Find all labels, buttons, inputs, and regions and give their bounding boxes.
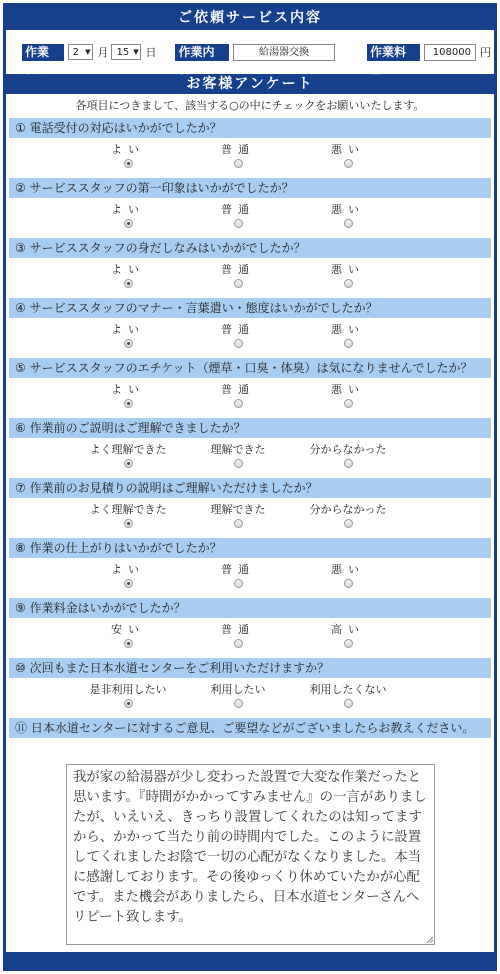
option[interactable]	[293, 562, 403, 591]
question-list	[6, 118, 494, 718]
option-label: 悪い	[331, 323, 365, 336]
option[interactable]	[293, 202, 403, 231]
radio-button[interactable]	[344, 459, 353, 468]
option-label: 安い	[111, 623, 145, 636]
option-label: 普通	[221, 143, 255, 156]
option-label: よい	[111, 563, 145, 576]
month-value: 2	[72, 46, 80, 58]
option[interactable]	[73, 622, 183, 651]
option-group	[6, 258, 494, 298]
option-label: 悪い	[331, 563, 365, 576]
work-fee-label: 作業料金	[367, 44, 421, 61]
option[interactable]	[183, 262, 293, 291]
option-label: よい	[111, 263, 145, 276]
option-group	[6, 678, 494, 718]
work-content-label: 作業内容	[175, 44, 229, 61]
option-label: よい	[111, 383, 145, 396]
option-label: 普通	[221, 323, 255, 336]
option[interactable]	[293, 442, 403, 471]
radio-button[interactable]	[234, 339, 243, 348]
radio-button[interactable]	[234, 519, 243, 528]
radio-button[interactable]	[234, 459, 243, 468]
chevron-down-icon: ▼	[85, 48, 91, 56]
question-8: ⑧ 作業の仕上がりはいかがでしたか？	[9, 538, 491, 558]
radio-button[interactable]	[344, 159, 353, 168]
option[interactable]	[73, 142, 183, 171]
option-label: 普通	[221, 563, 255, 576]
option-label: 理解できた	[210, 503, 266, 516]
question-11: ⑪ 日本水道センターに対するご意見、ご要望などがございましたらお教えください。	[9, 718, 491, 738]
question-3: ③ サービススタッフの身だしなみはいかがでしたか？	[9, 238, 491, 258]
footer-bar	[6, 952, 494, 968]
radio-button[interactable]	[124, 219, 133, 228]
option-label: よい	[111, 203, 145, 216]
option-label: よく理解できた	[89, 503, 167, 516]
option[interactable]	[73, 442, 183, 471]
option-label: 利用したくない	[309, 683, 387, 696]
option-label: 分からなかった	[309, 503, 387, 516]
option[interactable]	[73, 682, 183, 711]
option[interactable]	[293, 322, 403, 351]
option-group	[6, 558, 494, 598]
option-group	[6, 318, 494, 358]
radio-button[interactable]	[344, 279, 353, 288]
option[interactable]	[183, 142, 293, 171]
resize-grip-icon[interactable]	[425, 935, 433, 943]
work-fee-unit: 円	[479, 46, 491, 59]
option-group	[6, 618, 494, 658]
work-date-label: 作業日	[22, 44, 64, 61]
radio-button[interactable]	[234, 399, 243, 408]
radio-button[interactable]	[344, 579, 353, 588]
option[interactable]	[293, 502, 403, 531]
option[interactable]	[73, 322, 183, 351]
option[interactable]	[183, 502, 293, 531]
radio-button[interactable]	[124, 699, 133, 708]
radio-button[interactable]	[124, 399, 133, 408]
question-9: ⑨ 作業料金はいかがでしたか？	[9, 598, 491, 618]
day-unit: 日	[145, 46, 157, 59]
option-group	[6, 378, 494, 418]
radio-button[interactable]	[234, 279, 243, 288]
option[interactable]	[183, 442, 293, 471]
option-label: 悪い	[331, 383, 365, 396]
question-1: ① 電話受付の対応はいかがでしたか？	[9, 118, 491, 138]
option[interactable]	[183, 682, 293, 711]
service-info-row	[6, 30, 494, 74]
option-label: よい	[111, 143, 145, 156]
option-label: よい	[111, 323, 145, 336]
radio-button[interactable]	[124, 579, 133, 588]
radio-button[interactable]	[344, 399, 353, 408]
option[interactable]	[183, 622, 293, 651]
option-label: 普通	[221, 263, 255, 276]
option[interactable]	[183, 322, 293, 351]
option[interactable]	[73, 562, 183, 591]
option-label: 悪い	[331, 263, 365, 276]
option-group	[6, 198, 494, 238]
service-header: ご依頼サービス内容	[6, 6, 494, 30]
option-label: 利用したい	[210, 683, 266, 696]
option-label: よく理解できた	[89, 443, 167, 456]
day-value: 15	[116, 46, 130, 58]
option-group	[6, 438, 494, 478]
radio-button[interactable]	[234, 699, 243, 708]
option[interactable]	[183, 382, 293, 411]
option-label: 理解できた	[210, 443, 266, 456]
chevron-down-icon: ▼	[133, 48, 139, 56]
work-content-field[interactable]: 給湯器交換	[233, 44, 335, 61]
radio-button[interactable]	[234, 219, 243, 228]
radio-button[interactable]	[124, 339, 133, 348]
month-unit: 月	[97, 46, 109, 59]
radio-button[interactable]	[344, 219, 353, 228]
option-label: 普通	[221, 383, 255, 396]
option[interactable]	[183, 202, 293, 231]
question-6: ⑥ 作業前のご説明はご理解できましたか？	[9, 418, 491, 438]
option[interactable]	[73, 202, 183, 231]
day-select[interactable]	[111, 44, 141, 60]
option[interactable]	[293, 682, 403, 711]
radio-button[interactable]	[124, 279, 133, 288]
option-label: 普通	[221, 203, 255, 216]
radio-button[interactable]	[124, 519, 133, 528]
option[interactable]	[73, 502, 183, 531]
option[interactable]	[293, 382, 403, 411]
survey-header: お客様アンケート	[6, 74, 494, 94]
radio-button[interactable]	[234, 159, 243, 168]
radio-button[interactable]	[344, 699, 353, 708]
survey-form	[3, 3, 497, 971]
radio-button[interactable]	[124, 159, 133, 168]
option[interactable]	[73, 382, 183, 411]
radio-button[interactable]	[344, 339, 353, 348]
radio-button[interactable]	[344, 519, 353, 528]
option[interactable]	[293, 622, 403, 651]
option-label: 悪い	[331, 143, 365, 156]
option[interactable]	[183, 562, 293, 591]
question-4: ④ サービススタッフのマナー・言葉遣い・態度はいかがでしたか？	[9, 298, 491, 318]
comment-textarea[interactable]: 我が家の給湯器が少し変わった設置で大変な作業だったと思います。『時間がかかってすみません』の一言がありましたが、いえいえ、きっちり設置してくれたのは知ってますから、かかって当たり前の時間内でした。このように設置してくれましたお陰で一切の心配がなくなりました。本当に感謝しております。その後ゆっくり休めていたかが心配です。また機会がありましたら、日本水道センターさんへリピート致します。	[66, 764, 435, 945]
question-7: ⑦ 作業前のお見積りの説明はご理解いただけましたか？	[9, 478, 491, 498]
question-2: ② サービススタッフの第一印象はいかがでしたか？	[9, 178, 491, 198]
month-select[interactable]	[68, 44, 94, 60]
option-label: 分からなかった	[309, 443, 387, 456]
instruction-text: 各項目につきまして、該当する○の中にチェックをお願いいたします。	[75, 99, 425, 112]
option[interactable]	[73, 262, 183, 291]
question-10: ⑩ 次回もまた日本水道センターをご利用いただけますか？	[9, 658, 491, 678]
radio-button[interactable]	[234, 579, 243, 588]
option-label: 悪い	[331, 203, 365, 216]
radio-button[interactable]	[124, 639, 133, 648]
option-label: 高い	[331, 623, 365, 636]
option-group	[6, 138, 494, 178]
option-group	[6, 498, 494, 538]
radio-button[interactable]	[344, 639, 353, 648]
option-label: 普通	[221, 623, 255, 636]
work-fee-field[interactable]: 108000	[424, 44, 476, 61]
option[interactable]	[293, 262, 403, 291]
radio-button[interactable]	[124, 459, 133, 468]
question-5: ⑤ サービススタッフのエチケット（煙草・口臭・体臭）は気になりませんでしたか？	[9, 358, 491, 378]
option[interactable]	[293, 142, 403, 171]
radio-button[interactable]	[234, 639, 243, 648]
option-label: 是非利用したい	[89, 683, 167, 696]
